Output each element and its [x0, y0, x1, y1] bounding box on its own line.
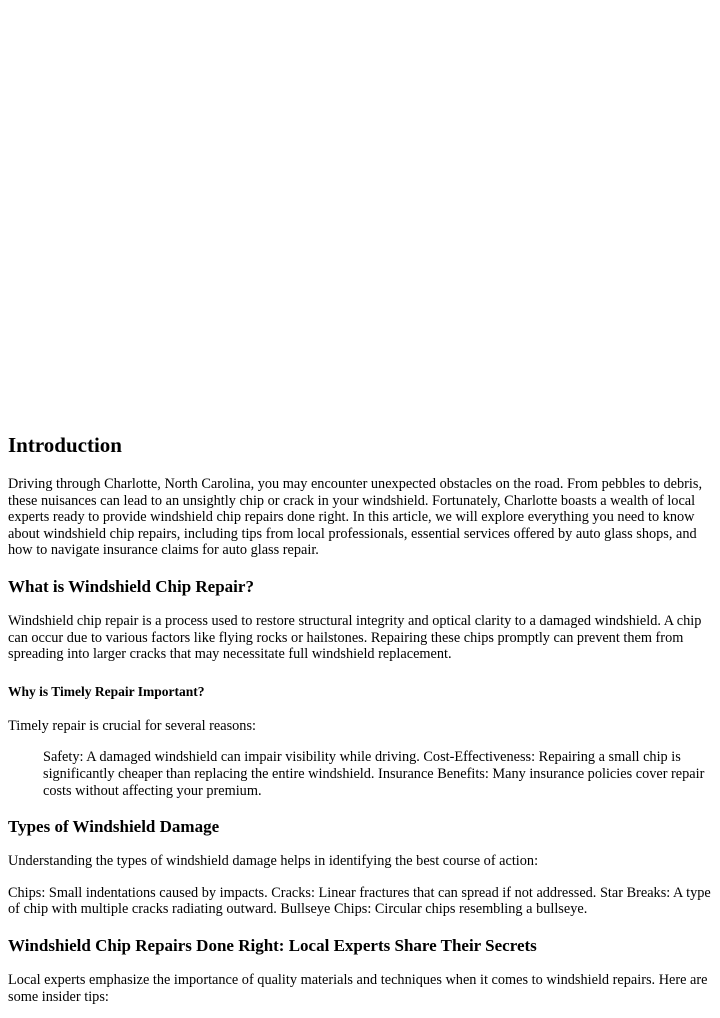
experts-paragraph: Local experts emphasize the importance of quality materials and techniques when it comes to windshield repairs. Here are some insider tips:: [8, 971, 708, 1005]
why-list: Safety: A damaged windshield can impair visibility while driving. Cost-Effectiveness: Repairing a small chip is significantly cheaper than replacing the entire windshield. Insurance Benefits: Many insurance policies cover repair costs without affecting your premium.: [43, 749, 705, 799]
types-list: Chips: Small indentations caused by impacts. Cracks: Linear fractures that can spread if not addressed. Star Breaks: A type of chip with multiple cracks radiating outward. Bullseye Chips: Circular chips resembling a bullseye.: [8, 884, 711, 918]
why-intro: Timely repair is crucial for several reasons:: [8, 717, 256, 734]
blank-image-area: [0, 0, 720, 428]
what-heading: What is Windshield Chip Repair?: [8, 576, 254, 596]
article-body: [8, 431, 712, 1005]
intro-paragraph: Driving through Charlotte, North Carolina, you may encounter unexpected obstacles on the road. From pebbles to debris, these nuisances can lead to an unsightly chip or crack in your windshield. Fortunately, Charlotte boasts a wealth of local experts ready to provide windshield chip repairs done right. In this article, we will explore everything you need to know about windshield chip repairs, including tips from local professionals, essential services offered by auto glass shops, and how to navigate insurance claims for auto glass repair.: [8, 476, 703, 559]
what-paragraph: Windshield chip repair is a process used to restore structural integrity and optical clarity to a damaged windshield. A chip can occur due to various factors like flying rocks or hailstones. Repairing these chips promptly can prevent them from spreading into larger cracks that may necessitate full windshield replacement.: [8, 612, 702, 663]
why-heading: Why is Timely Repair Important?: [8, 683, 205, 699]
types-intro: Understanding the types of windshield damage helps in identifying the best course of action:: [8, 853, 539, 870]
intro-heading: Introduction: [8, 433, 122, 457]
experts-heading: Windshield Chip Repairs Done Right: Local Experts Share Their Secrets: [8, 935, 537, 955]
types-heading: Types of Windshield Damage: [8, 817, 220, 837]
